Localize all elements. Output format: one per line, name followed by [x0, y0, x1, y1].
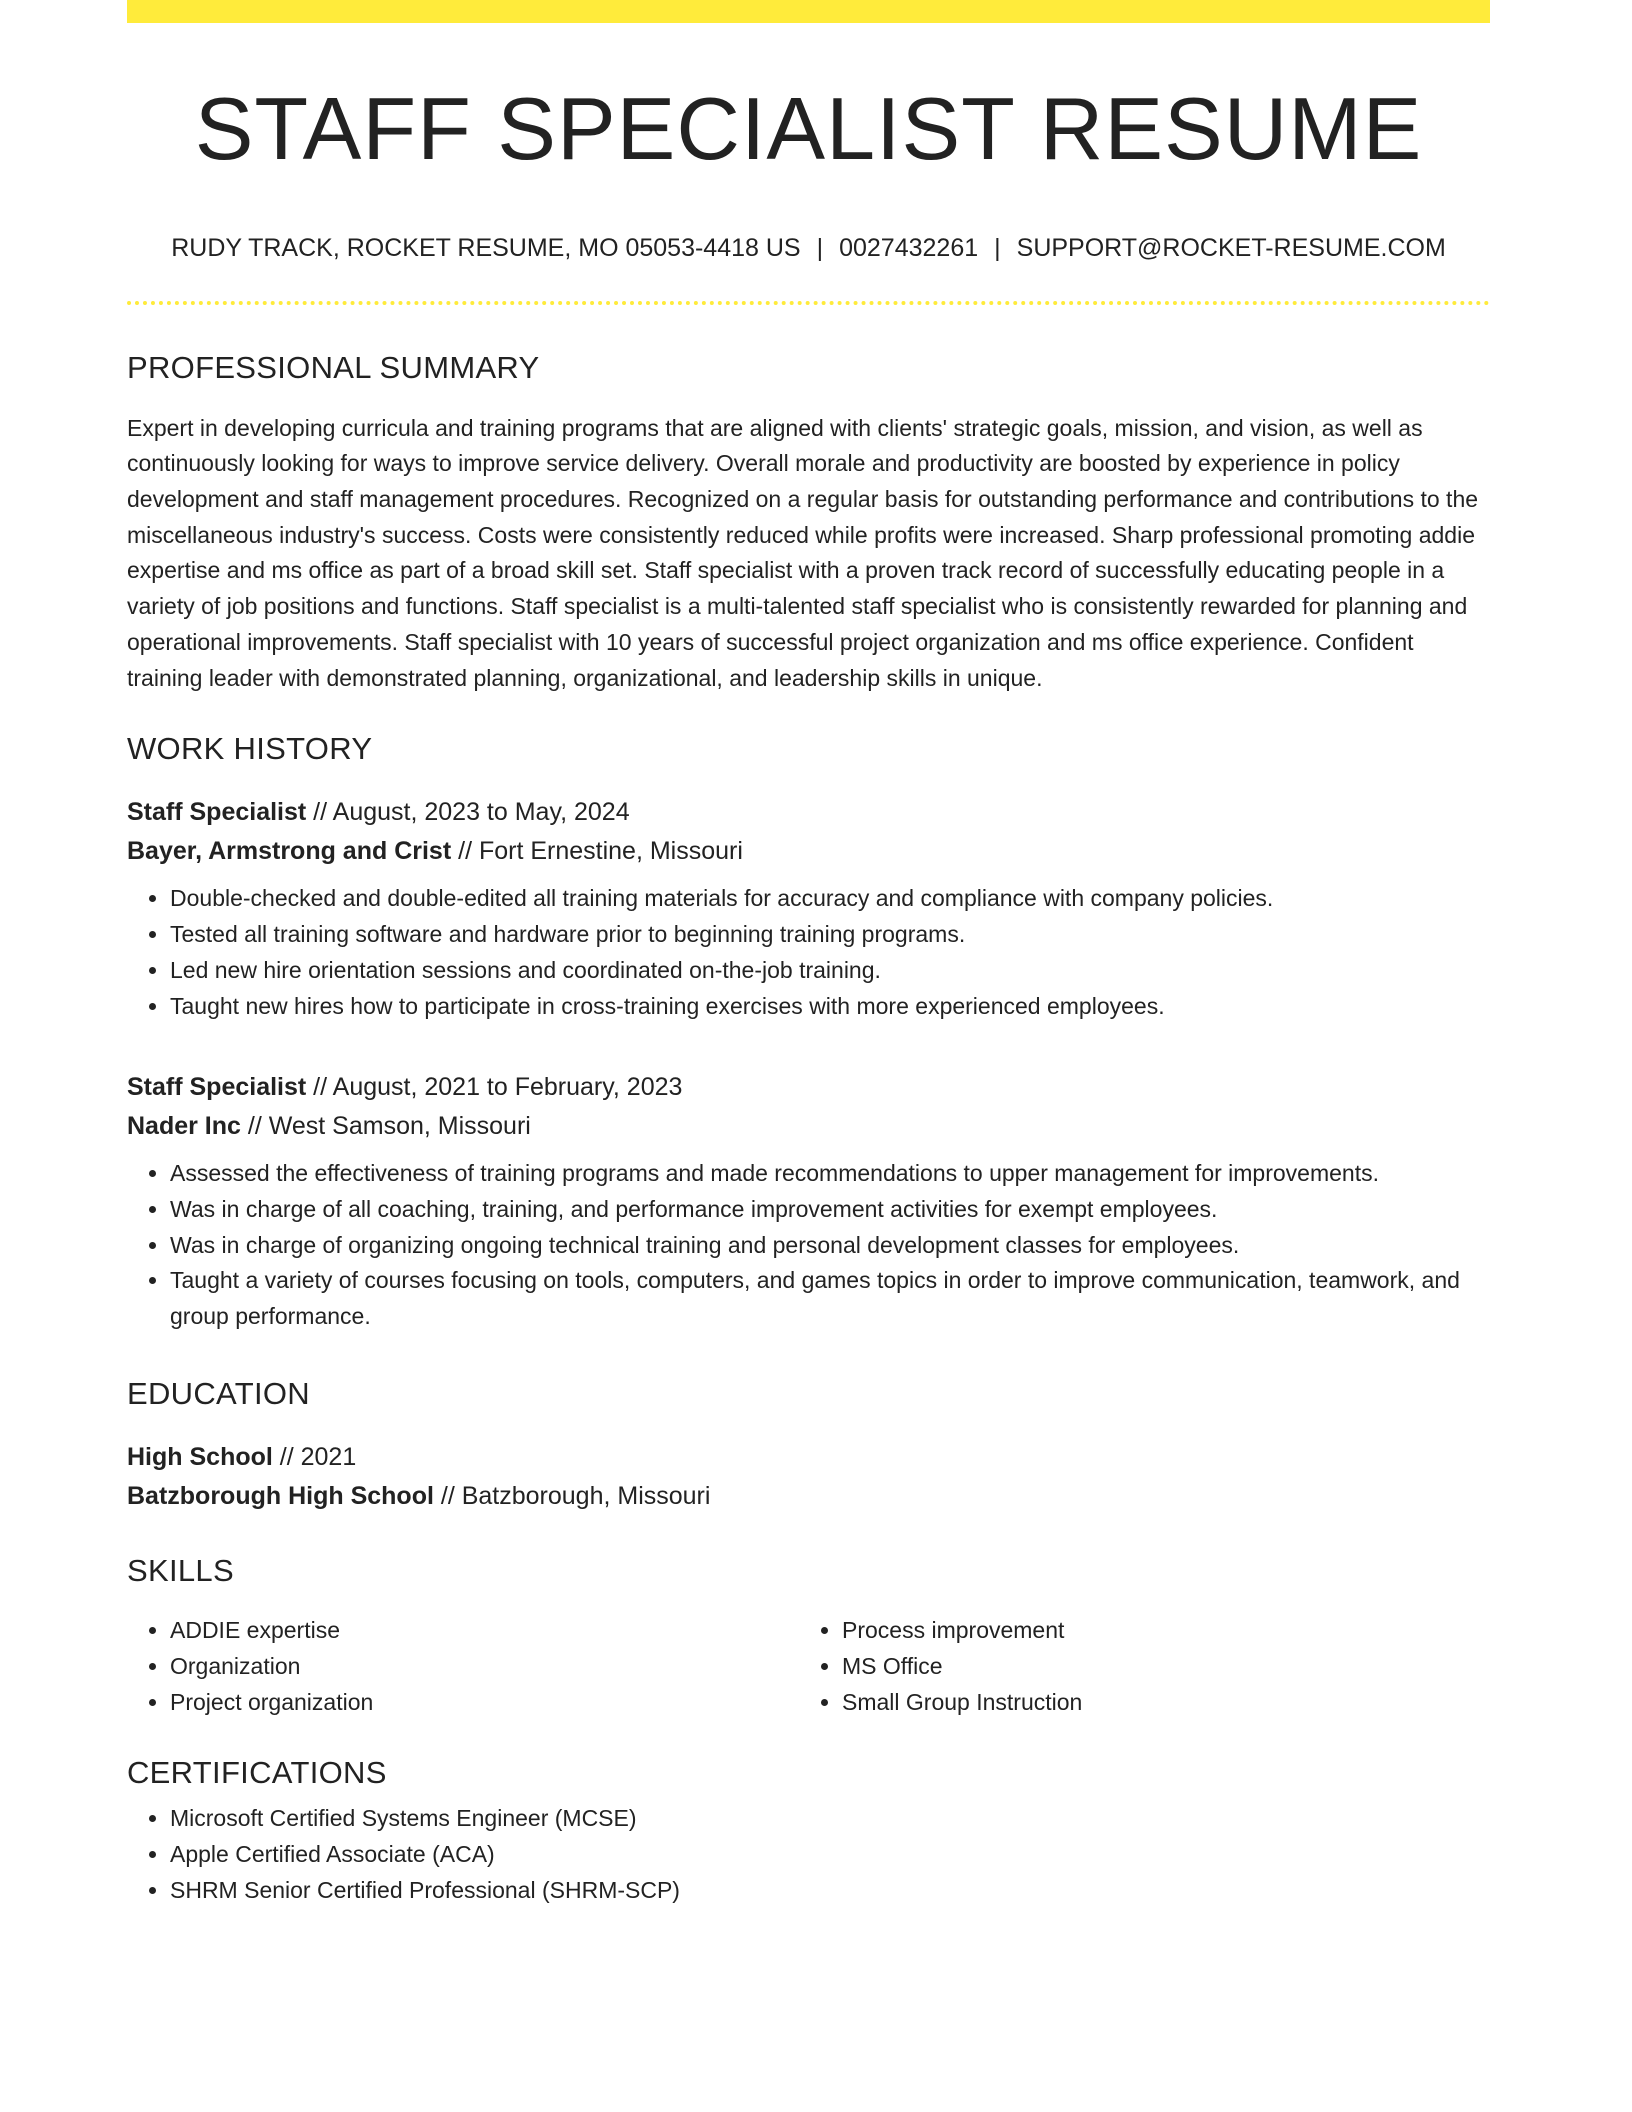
- skill-item: • MS Office: [842, 1649, 1471, 1685]
- skills-heading: SKILLS: [127, 1552, 234, 1588]
- contact-email: SUPPORT@ROCKET-RESUME.COM: [1016, 234, 1446, 263]
- list-item: • Was in charge of organizing ongoing technical training and personal development classes for employees.: [170, 1228, 1490, 1264]
- job-company-line: [127, 1107, 1490, 1146]
- education-degree-line: [127, 1438, 1490, 1477]
- skill-item: • Process improvement: [842, 1613, 1471, 1649]
- job-title: Staff Specialist: [127, 1073, 307, 1102]
- education-school: Batzborough High School: [127, 1481, 434, 1510]
- contact-address: RUDY TRACK, ROCKET RESUME, MO 05053-4418 US: [171, 234, 801, 263]
- job-title-line: [127, 793, 1490, 832]
- certification-item: • SHRM Senior Certified Professional (SHRM-SCP): [170, 1873, 1490, 1909]
- job-company-line: [127, 832, 1490, 871]
- contact-phone: 0027432261: [839, 234, 979, 263]
- skill-item: • ADDIE expertise: [170, 1613, 799, 1649]
- education-degree: High School: [127, 1442, 273, 1471]
- list-item: • Led new hire orientation sessions and coordinated on-the-job training.: [170, 953, 1490, 989]
- education-year: // 2021: [272, 1442, 357, 1471]
- skill-item: • Small Group Instruction: [842, 1685, 1471, 1721]
- job-location: // Fort Ernestine, Missouri: [451, 837, 743, 866]
- dotted-divider: [127, 301, 1490, 305]
- education-heading: EDUCATION: [127, 1375, 310, 1411]
- list-item: • Was in charge of all coaching, training, and performance improvement activities for exempt employees.: [170, 1192, 1490, 1228]
- skill-item: • Project organization: [170, 1685, 799, 1721]
- list-item: • Assessed the effectiveness of training programs and made recommendations to upper management for improvements.: [170, 1156, 1490, 1192]
- certifications-heading: CERTIFICATIONS: [127, 1755, 387, 1791]
- list-item: • Tested all training software and hardware prior to beginning training programs.: [170, 917, 1490, 953]
- summary-heading: PROFESSIONAL SUMMARY: [127, 350, 540, 386]
- education-school-line: [127, 1477, 1490, 1516]
- skills-column-right: [799, 1613, 1471, 1720]
- job-dates: // August, 2023 to May, 2024: [306, 798, 630, 827]
- job-bullets: [127, 881, 1490, 1024]
- summary-text: Expert in developing curricula and training programs that are aligned with clients' strategic goals, mission, and vision, as well as continuously looking for ways to improve service delivery. Overall morale and productivity are boosted by experience in policy development and staff management procedures. Recognized on a regular basis for outstanding performance and contributions to the miscellaneous industry's success. Costs were consistently reduced while profits were increased. Sharp professional promoting addie expertise and ms office as part of a broad skill set. Staff specialist with a proven track record of successfully educating people in a variety of job positions and functions. Staff specialist is a multi-talented staff specialist who is consistently rewarded for planning and operational improvements. Staff specialist with 10 years of successful project organization and ms office experience. Confident training leader with demonstrated planning, organizational, and leadership skills in unique.: [127, 414, 1479, 691]
- accent-top-bar: [127, 0, 1490, 23]
- list-item: • Taught new hires how to participate in cross-training exercises with more experienced employees.: [170, 989, 1490, 1025]
- job-entry: [127, 793, 1490, 1024]
- job-title: Staff Specialist: [127, 798, 307, 827]
- job-bullets: [127, 1156, 1490, 1335]
- skills-column-left: [127, 1613, 799, 1720]
- list-item: • Double-checked and double-edited all training materials for accuracy and compliance with company policies.: [170, 881, 1490, 917]
- job-company: Nader Inc: [127, 1112, 241, 1141]
- certifications-list: [127, 1801, 1490, 1908]
- certification-item: • Microsoft Certified Systems Engineer (MCSE): [170, 1801, 1490, 1837]
- job-title-line: [127, 1068, 1490, 1107]
- resume-page: [127, 0, 1490, 1909]
- skills-grid: [127, 1613, 1490, 1720]
- resume-title: STAFF SPECIALIST RESUME: [194, 79, 1423, 178]
- contact-separator: |: [816, 234, 824, 263]
- job-dates: // August, 2021 to February, 2023: [306, 1073, 683, 1102]
- education-entry: [127, 1438, 1490, 1516]
- job-entry: [127, 1068, 1490, 1335]
- skill-item: • Organization: [170, 1649, 799, 1685]
- contact-separator: |: [994, 234, 1001, 263]
- education-location: // Batzborough, Missouri: [433, 1481, 711, 1510]
- work-history-heading: WORK HISTORY: [127, 731, 373, 767]
- job-location: // West Samson, Missouri: [240, 1112, 531, 1141]
- certification-item: • Apple Certified Associate (ACA): [170, 1837, 1490, 1873]
- contact-line: [127, 233, 1490, 263]
- job-company: Bayer, Armstrong and Crist: [127, 837, 452, 866]
- list-item: • Taught a variety of courses focusing on tools, computers, and games topics in order to improve communication, teamwork, and group performance.: [170, 1263, 1490, 1334]
